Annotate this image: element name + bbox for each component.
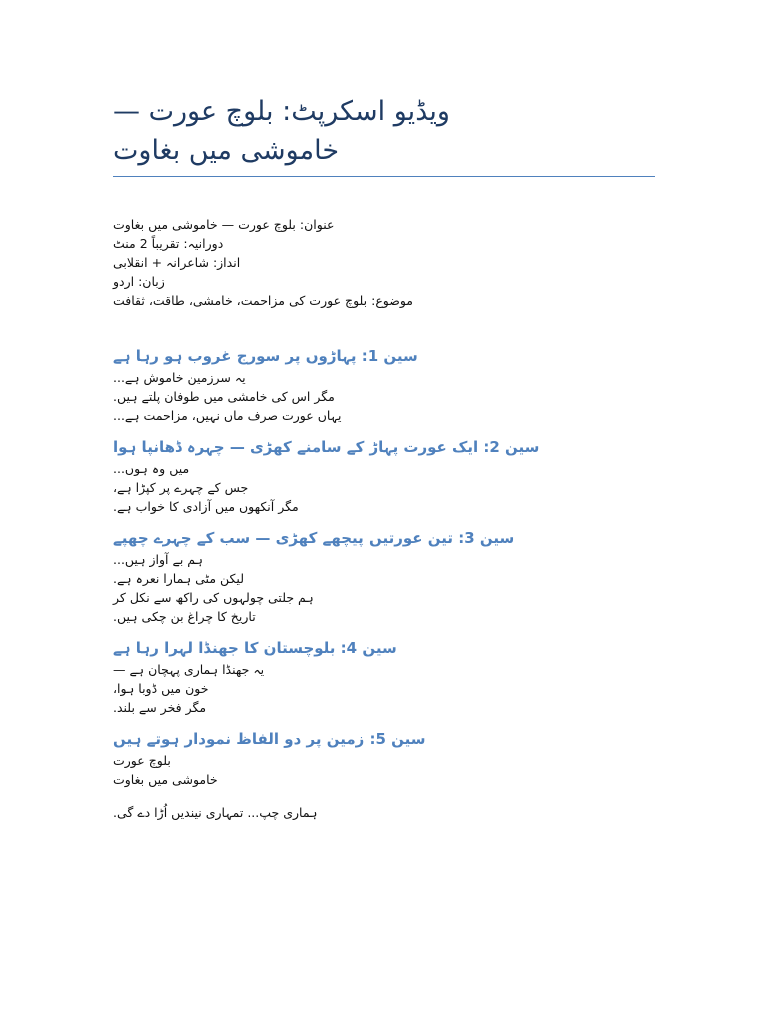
metadata-block xyxy=(113,215,655,310)
document-title-line-1: ویڈیو اسکرپٹ: بلوچ عورت — xyxy=(113,96,450,127)
meta-title: عنوان: بلوچ عورت — خاموشی میں بغاوت xyxy=(113,217,335,232)
title-underline-divider xyxy=(113,176,655,177)
scene-3-line-3: ہم جلتی چولہوں کی راکھ سے نکل کر xyxy=(113,590,314,605)
scene-5-line-1: بلوچ عورت xyxy=(113,753,171,768)
scene-4-line-2: خون میں ڈوبا ہوا، xyxy=(113,681,209,696)
scene-2-line-3: مگر آنکھوں میں آزادی کا خواب ہے. xyxy=(113,499,299,514)
scene-4-line-1: یہ جھنڈا ہماری پہچان ہے — xyxy=(113,662,265,677)
scene-1 xyxy=(113,344,655,425)
scene-3-line-4: تاریخ کا چراغ بن چکی ہیں. xyxy=(113,609,256,624)
scene-3-line-2: لیکن مٹی ہمارا نعرہ ہے. xyxy=(113,571,244,586)
scene-5-spacer xyxy=(113,789,655,803)
scene-1-line-2: مگر اس کی خامشی میں طوفان پلتے ہیں. xyxy=(113,389,335,404)
scene-4-line-3: مگر فخر سے بلند. xyxy=(113,700,207,715)
scene-3-heading: سین 3: تین عورتیں پیچھے کھڑی — سب کے چہرے چھپے xyxy=(113,529,515,547)
scene-5-heading: سین 5: زمین پر دو الفاظ نمودار ہوتے ہیں xyxy=(113,730,426,748)
meta-duration: دورانیہ: تقریباً 2 منٹ xyxy=(113,236,224,251)
scene-1-heading: سین 1: پہاڑوں پر سورج غروب ہو رہا ہے xyxy=(113,347,418,365)
scene-4 xyxy=(113,636,655,717)
scene-2-heading: سین 2: ایک عورت پہاڑ کے سامنے کھڑی — چہرہ ڈھانپا ہوا xyxy=(113,438,540,456)
scene-4-heading: سین 4: بلوچستان کا جھنڈا لہرا رہا ہے xyxy=(113,639,397,657)
scene-5-closing-line: ہماری چپ... تمہاری نیندیں اُڑا دے گی. xyxy=(113,805,318,820)
document-page xyxy=(113,92,655,832)
scene-1-line-3: یہاں عورت صرف ماں نہیں، مزاحمت ہے... xyxy=(113,408,342,423)
scenes-section xyxy=(113,344,655,822)
document-title-line-2: خاموشی میں بغاوت xyxy=(113,135,340,166)
scene-2-line-1: میں وہ ہوں... xyxy=(113,461,190,476)
meta-language: زبان: اردو xyxy=(113,274,165,289)
scene-5-line-2: خاموشی میں بغاوت xyxy=(113,772,218,787)
scene-5 xyxy=(113,727,655,822)
meta-topic: موضوع: بلوچ عورت کی مزاحمت، خامشی، طاقت، ثقافت xyxy=(113,293,414,308)
scene-2 xyxy=(113,435,655,516)
scene-3 xyxy=(113,526,655,626)
scene-3-line-1: ہم بے آواز ہیں... xyxy=(113,552,203,567)
scene-1-line-1: یہ سرزمین خاموش ہے... xyxy=(113,370,246,385)
meta-style: انداز: شاعرانہ + انقلابی xyxy=(113,255,241,270)
document-title xyxy=(113,92,655,170)
scene-2-line-2: جس کے چہرے پر کپڑا ہے، xyxy=(113,480,249,495)
